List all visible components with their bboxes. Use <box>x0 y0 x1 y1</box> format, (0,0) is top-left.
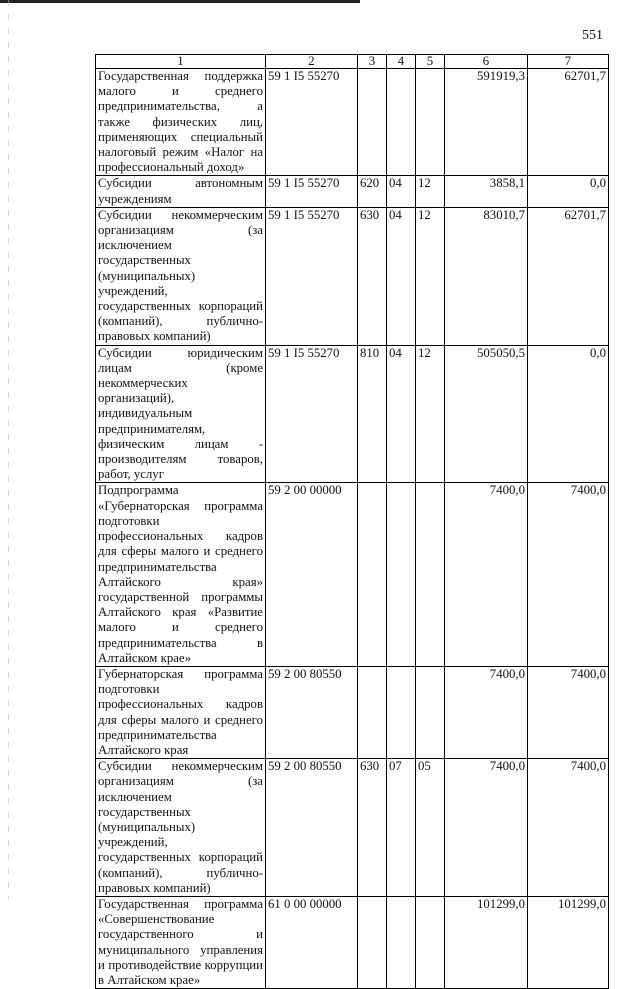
row-subsection: 12 <box>416 345 445 483</box>
row-subsection: 05 <box>416 759 445 897</box>
header-col-7: 7 <box>528 55 609 69</box>
header-col-2: 2 <box>266 55 358 69</box>
row-section: 07 <box>387 759 416 897</box>
row-subsection <box>416 666 445 758</box>
row-target-code: 59 2 00 80550 <box>266 759 358 897</box>
row-section: 04 <box>387 345 416 483</box>
row-amount-col7: 0,0 <box>528 345 609 483</box>
row-subsection <box>416 69 445 176</box>
row-expense-type <box>358 69 387 176</box>
table-row <box>96 207 609 345</box>
row-amount-col7: 0,0 <box>528 176 609 207</box>
row-section: 04 <box>387 207 416 345</box>
row-target-code: 59 1 I5 55270 <box>266 207 358 345</box>
row-name: Государственная программа «Совершенствование государственного и муниципального управления и противодействие коррупции в Алтайском крае» <box>96 896 266 988</box>
table-row <box>96 666 609 758</box>
table-row <box>96 896 609 988</box>
row-name: Подпрограмма «Губернаторская программа подготовки профессиональных кадров для сферы малого и среднего предпринимательства Алтайского края» государственной программы Алтайского края «Развитие малого и среднего предпринимательства в Алтайском крае» <box>96 483 266 666</box>
row-name: Субсидии автономным учреждениям <box>96 176 266 207</box>
row-amount-col6: 7400,0 <box>445 759 528 897</box>
header-col-4: 4 <box>387 55 416 69</box>
row-subsection <box>416 896 445 988</box>
row-expense-type: 630 <box>358 759 387 897</box>
row-name: Государственная поддержка малого и среднего предпринимательства, а также физических лиц, применяющих специальный налоговый режим «Налог на профессиональный доход» <box>96 69 266 176</box>
row-amount-col6: 83010,7 <box>445 207 528 345</box>
row-name: Субсидии некоммерческим организациям (за исключением государственных (муниципальных) учреждений, государственных корпораций (компаний), публично-правовых компаний) <box>96 207 266 345</box>
row-subsection <box>416 483 445 666</box>
row-target-code: 59 2 00 80550 <box>266 666 358 758</box>
table-row <box>96 345 609 483</box>
row-section: 04 <box>387 176 416 207</box>
header-col-1: 1 <box>96 55 266 69</box>
row-subsection: 12 <box>416 207 445 345</box>
header-col-6: 6 <box>445 55 528 69</box>
row-section <box>387 483 416 666</box>
table-row <box>96 176 609 207</box>
row-amount-col6: 101299,0 <box>445 896 528 988</box>
row-amount-col7: 101299,0 <box>528 896 609 988</box>
row-subsection: 12 <box>416 176 445 207</box>
table-row <box>96 69 609 176</box>
row-expense-type <box>358 896 387 988</box>
row-expense-type <box>358 483 387 666</box>
row-amount-col7: 7400,0 <box>528 759 609 897</box>
row-amount-col6: 7400,0 <box>445 483 528 666</box>
row-expense-type <box>358 666 387 758</box>
page-number: 551 <box>582 28 603 43</box>
row-amount-col7: 62701,7 <box>528 207 609 345</box>
row-amount-col6: 591919,3 <box>445 69 528 176</box>
row-target-code: 59 1 I5 55270 <box>266 345 358 483</box>
scan-left-edge-marks <box>8 0 9 899</box>
row-amount-col7: 7400,0 <box>528 483 609 666</box>
row-amount-col6: 3858,1 <box>445 176 528 207</box>
row-name: Губернаторская программа подготовки профессиональных кадров для сферы малого и среднего предпринимательства Алтайского края <box>96 666 266 758</box>
row-target-code: 59 1 I5 55270 <box>266 69 358 176</box>
budget-table <box>95 54 609 989</box>
row-amount-col6: 505050,5 <box>445 345 528 483</box>
row-name: Субсидии некоммерческим организациям (за исключением государственных (муниципальных) учреждений, государственных корпораций (компаний), публично-правовых компаний) <box>96 759 266 897</box>
row-amount-col7: 7400,0 <box>528 666 609 758</box>
scan-top-edge-line <box>0 0 360 3</box>
row-target-code: 61 0 00 00000 <box>266 896 358 988</box>
row-section <box>387 896 416 988</box>
row-target-code: 59 2 00 00000 <box>266 483 358 666</box>
row-expense-type: 810 <box>358 345 387 483</box>
row-amount-col7: 62701,7 <box>528 69 609 176</box>
row-amount-col6: 7400,0 <box>445 666 528 758</box>
table-row <box>96 759 609 897</box>
table-header-row <box>96 55 609 69</box>
header-col-5: 5 <box>416 55 445 69</box>
header-col-3: 3 <box>358 55 387 69</box>
row-target-code: 59 1 I5 55270 <box>266 176 358 207</box>
row-section <box>387 69 416 176</box>
row-expense-type: 620 <box>358 176 387 207</box>
row-name: Субсидии юридическим лицам (кроме некоммерческих организаций), индивидуальным предпринимателям, физическим лицам - производителям товаров, работ, услуг <box>96 345 266 483</box>
row-section <box>387 666 416 758</box>
row-expense-type: 630 <box>358 207 387 345</box>
table-row <box>96 483 609 666</box>
